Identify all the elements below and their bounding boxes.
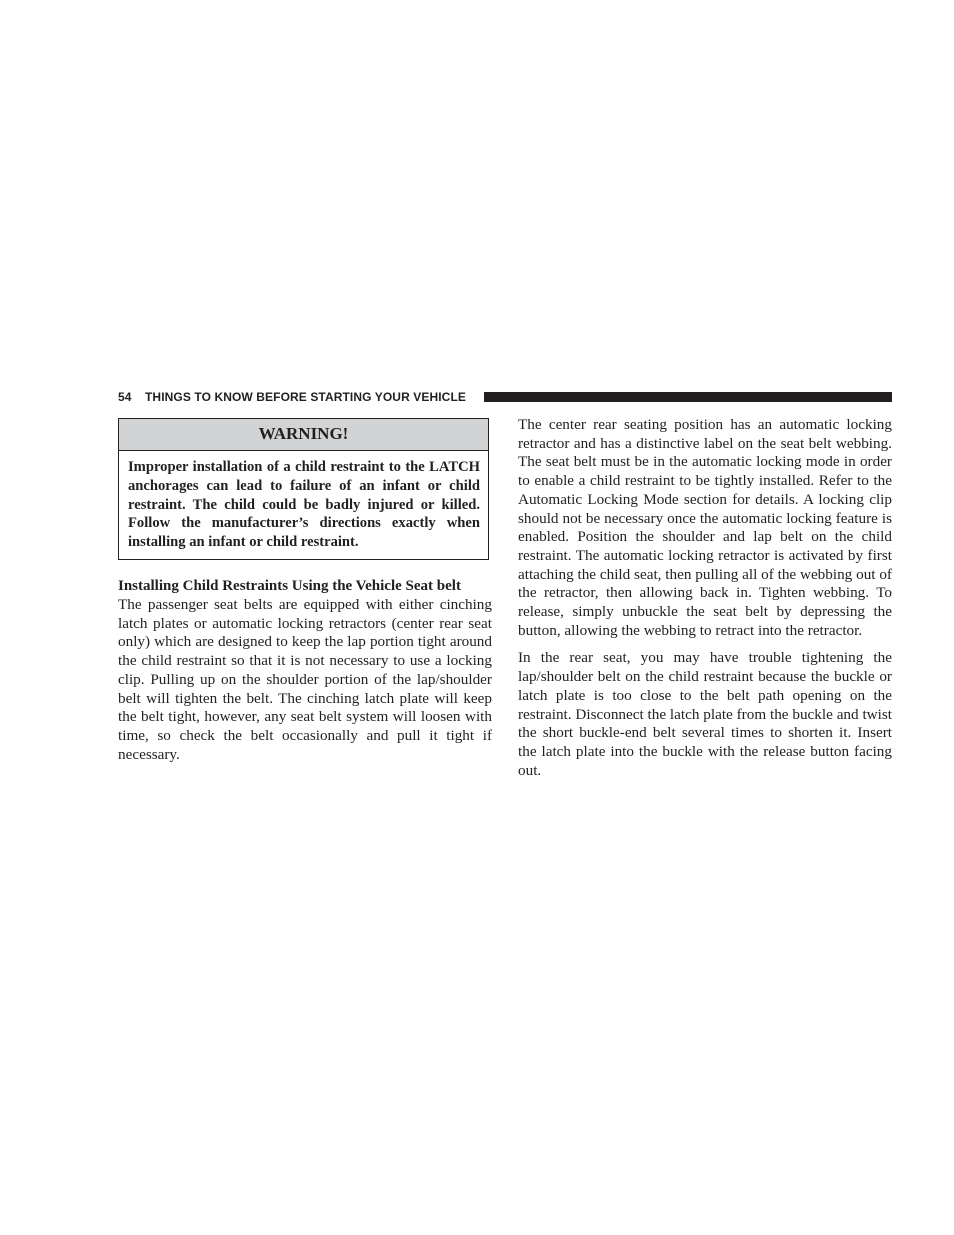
warning-title: WARNING! bbox=[119, 419, 488, 451]
body-paragraph: In the rear seat, you may have trouble tightening the lap/shoulder belt on the child restraint because the buckle or latch plate is too close to the belt path opening on the restraint. Disconnect the latch plate from the buckle and twist the short buckle-end belt several times to shorten it. Insert the latch plate into the buckle with the release button facing out. bbox=[518, 649, 892, 779]
section-subheading: Installing Child Restraints Using the Vehicle Seat belt bbox=[118, 578, 461, 594]
section-title: THINGS TO KNOW BEFORE STARTING YOUR VEHICLE bbox=[145, 390, 466, 404]
warning-box bbox=[118, 418, 489, 560]
right-column bbox=[518, 416, 892, 780]
body-paragraph: The center rear seating position has an automatic locking retractor and has a distinctive label on the seat belt webbing. The seat belt must be in the automatic locking mode in order to enable a child restraint to be tightly installed. Refer to the Automatic Locking Mode section for details. A locking clip should not be necessary once the automatic locking feature is enabled. Position the shoulder and lap belt on the child restraint. The automatic locking retractor is activated by first attaching the child seat, then pulling all of the webbing out of the retractor, then allowing back in. Tighten webbing. To release, simply unbuckle the seat belt by depressing the button, allowing the webbing to retract into the retractor. bbox=[518, 416, 892, 639]
header-rule bbox=[484, 392, 892, 402]
left-column bbox=[118, 418, 492, 764]
page-header bbox=[118, 389, 892, 405]
body-paragraph: The passenger seat belts are equipped with either cinching latch plates or automatic locking retractors (center rear seat only) which are designed to keep the lap portion tight around the child restraint so that it is not necessary to use a locking clip. Pulling up on the shoulder portion of the lap/shoulder belt will tighten the belt. The cinching latch plate will keep the belt tight, however, any seat belt system will loosen with time, so check the belt occasionally and pull it tight if necessary. bbox=[118, 596, 492, 763]
page-number: 54 bbox=[118, 390, 132, 404]
warning-text: Improper installation of a child restraint to the LATCH anchorages can lead to failure of an infant or child restraint. The child could be badly injured or killed. Follow the manufacturer’s directions exactly when installing an infant or child restraint. bbox=[128, 459, 480, 551]
